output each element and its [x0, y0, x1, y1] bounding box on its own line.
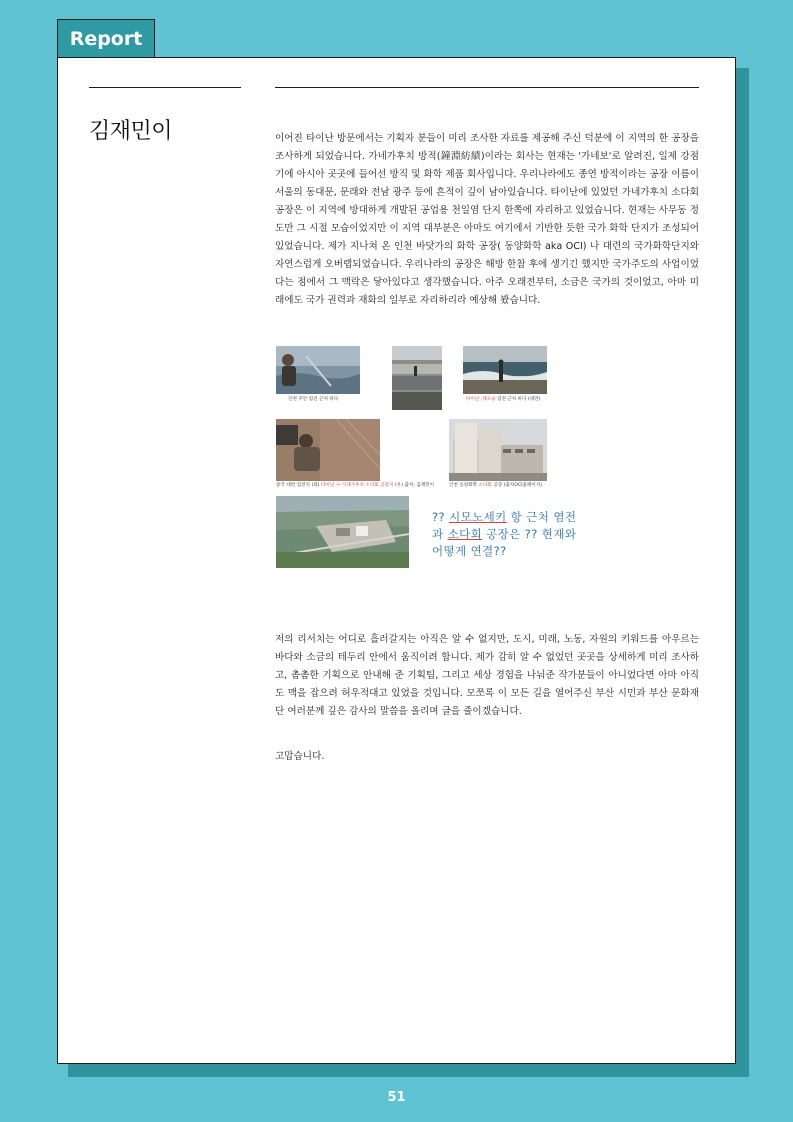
- caption-photo-3-highlight: 타이난 ,캐오슝: [466, 397, 496, 402]
- report-tab: Report: [57, 19, 155, 57]
- body-paragraph-2: 저의 리서치는 어디로 흘러갈지는 아직은 알 수 없지만, 도시, 미래, 노동, 자원의 키워드를 아우르는 바다와 소금의 테두리 안에서 움직이려 합니다. 제가 감히 알 수 없었던 곳곳을 상세하게 미리 조사하고, 촘촘한 기획으로 안내해 준 기획팀, 그리고 세상 경험을 나눠준 작가분들이 아니었다면 아마 아직도 맥을 잡으려 허우적대고 있었을 것입니다. 모쪼록 이 모든 길을 열어주신 부산 시민과 부산 문화재단 여러분께 깊은 감사의 말씀을 올리며 글을 줄이겠습니다.: [275, 634, 699, 717]
- photo-dalian-salt-field: [276, 419, 380, 481]
- caption-photo-4-prefix: 중국 대련 염전지 (좌): [276, 483, 321, 488]
- photo-oci-factory: [449, 419, 547, 481]
- note-underline-1: 시모노세키: [449, 510, 507, 524]
- note-question-1: ??: [432, 510, 450, 524]
- caption-photo-5: [449, 482, 542, 489]
- photo-tainan-beach: [463, 346, 547, 394]
- caption-photo-5-suffix: 공장 (출처OCI홈페이지): [491, 483, 543, 488]
- note-text-2: 공장은 ?? 현재와 어떻게 연결??: [432, 527, 577, 558]
- closing-line: 고맙습니다.: [275, 751, 325, 762]
- page-number: 51: [387, 1090, 406, 1105]
- photo-incheon-sea: [276, 346, 360, 394]
- caption-photo-3: [466, 396, 540, 403]
- caption-photo-4: [276, 482, 434, 489]
- caption-photo-1: 인천 주안 염전 근처 바다: [288, 397, 339, 402]
- rule-left: [89, 87, 241, 88]
- photo-salt-field: [392, 346, 442, 410]
- note-underline-2: 소다회: [447, 527, 483, 541]
- caption-photo-4-suffix: (우) 출처: 김재민이: [393, 483, 435, 488]
- author-name: 김재민이: [89, 119, 173, 144]
- body-paragraph-1: 이어진 타이난 방문에서는 기획자 분들이 미리 조사한 자료를 제공해 주신 덕분에 이 지역의 한 공장을 조사하게 되었습니다. 가네가후치 방적(鐘淵紡績)이라는 회사는 현재는 '가네보'로 알려진, 일제 강점기에 아시아 곳곳에 들어선 방직 및 화학 제품 회사입니다. 우리나라에도 종연 방적이라는 공장 이름이 서울의 동대문, 문래와 전남 광주 등에 흔적이 깊이 남아있습니다. 타이난에 있었던 가네가후치 소다회 공장은 이 지역에 방대하게 개발된 공업용 천일염 단지 한쪽에 자리하고 있었습니다. 현재는 사무동 정도만 그 시절 모습이었지만 이 지역 대부분은 아마도 여기에서 기반한 듯한 국가 화학 단지가 조성되어 있었습니다. 제가 지나쳐 온 인천 바닷가의 화학 공장( 동양화학 aka OCI) 나 대련의 국가화학단지와 자연스럽게 오버랩되었습니다. 우리나라의 공장은 해방 한참 후에 생기긴 했지만 국가주도의 사업이었다는 점에서 그 맥락은 닿아있다고 생각했습니다. 아주 오래전부터, 소금은 국가의 것이었고, 아마 미래에도 국가 권력과 재화의 일부로 자리하리라 예상해 봤습니다.: [275, 133, 699, 306]
- rule-right: [275, 87, 699, 88]
- note-text-1: 항 근처 염전과: [432, 510, 577, 541]
- handwritten-note: [432, 509, 580, 560]
- caption-photo-5-prefix: 인천 동양화학: [449, 483, 479, 488]
- caption-photo-3-text: 염전 근처 바다 (대만): [495, 397, 541, 402]
- photo-aerial-view: [276, 496, 409, 568]
- caption-photo-5-highlight: 소다회: [478, 483, 492, 488]
- caption-photo-4-highlight: 타이난 구-가네가후치 소다회 공장지: [320, 483, 394, 488]
